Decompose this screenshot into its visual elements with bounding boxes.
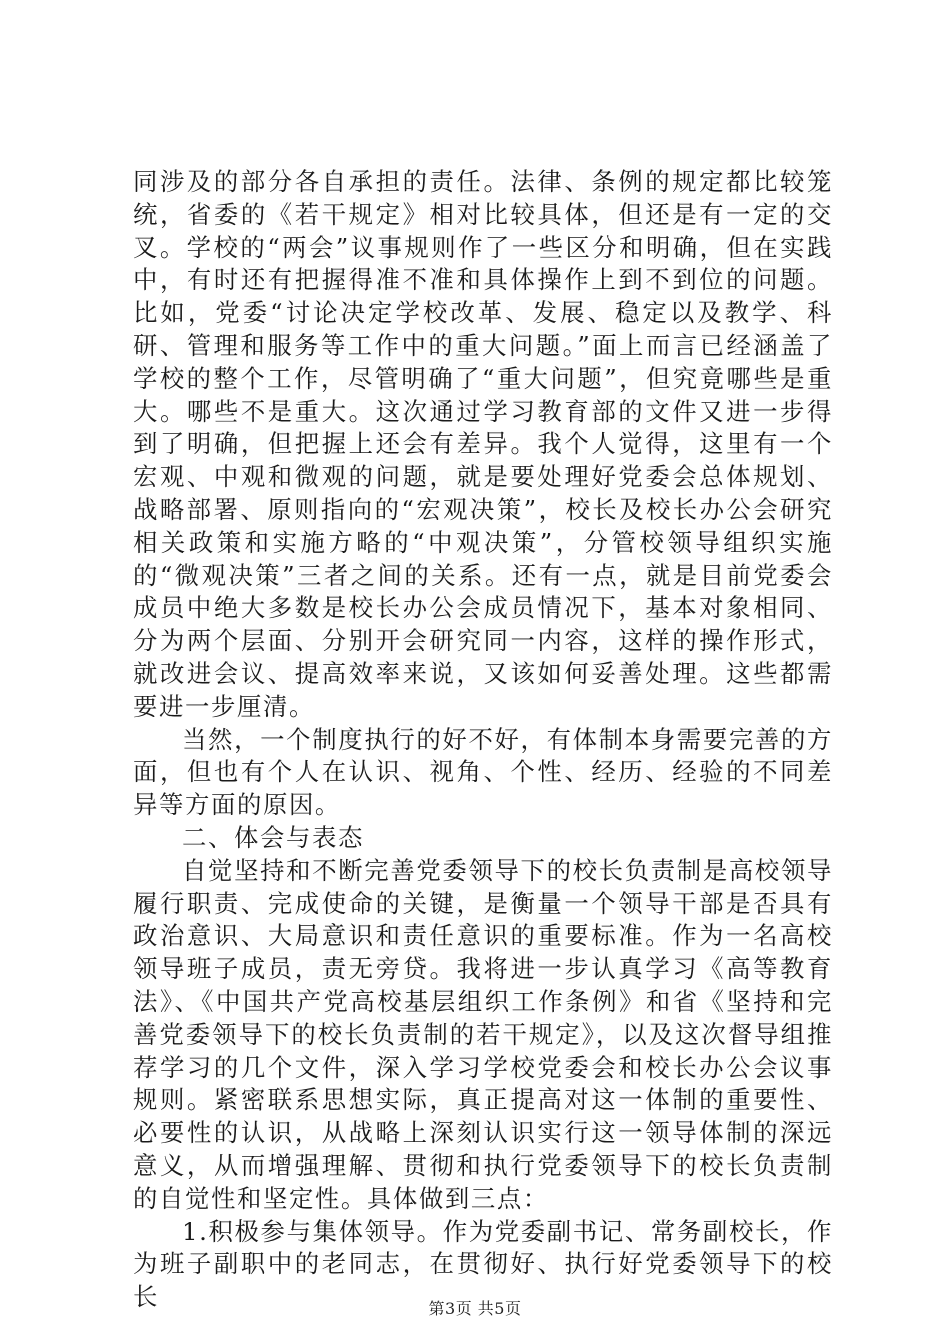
section-heading: 二、体会与表态 (182, 822, 364, 852)
numbered-item: 1.积极参与集体领导。作为党委副书记、常务副校长，作为班子副职中的老同志，在贯彻好、执行好党委领导下的校长 (133, 1216, 833, 1312)
body-paragraph: 自觉坚持和不断完善党委领导下的校长负责制是高校领导履行职责、完成使命的关键，是衡量一个领导干部是否具有政治意识、大局意识和责任意识的重要标准。作为一名高校领导班子成员，责无旁贷。我将进一步认真学习《高等教育法》、《中国共产党高校基层组织工作条例》和省《坚持和完善党委领导下的校长负责制的若干规定》，以及这次督导组推荐学习的几个文件，深入学习学校党委会和校长办公会议事规则。紧密联系思想实际，真正提高对这一体制的重要性、必要性的认识，从战略上深刻认识实行这一领导体制的深远意义，从而增强理解、贯彻和执行党委领导下的校长负责制的自觉性和坚定性。具体做到三点： (133, 855, 833, 1213)
body-paragraph: 当然，一个制度执行的好不好，有体制本身需要完善的方面，但也有个人在认识、视角、个性、经历、经验的不同差异等方面的原因。 (133, 724, 833, 820)
body-paragraph-continued: 同涉及的部分各自承担的责任。法律、条例的规定都比较笼统，省委的《若干规定》相对比较具体，但还是有一定的交叉。学校的“两会”议事规则作了一些区分和明确，但在实践中，有时还有把握得准不准和具体操作上到不到位的问题。比如，党委“讨论决定学校改革、发展、稳定以及教学、科研、管理和服务等工作中的重大问题。”面上而言已经涵盖了学校的整个工作，尽管明确了“重大问题”，但究竟哪些是重大。哪些不是重大。这次通过学习教育部的文件又进一步得到了明确，但把握上还会有差异。我个人觉得，这里有一个宏观、中观和微观的问题，就是要处理好党委会总体规划、战略部署、原则指向的“宏观决策”，校长及校长办公会研究相关政策和实施方略的“中观决策”，分管校领导组织实施的“微观决策”三者之间的关系。还有一点，就是目前党委会成员中绝大多数是校长办公会成员情况下，基本对象相同、分为两个层面、分别开会研究同一内容，这样的操作形式，就改进会议、提高效率来说，又该如何妥善处理。这些都需要进一步厘清。 (133, 167, 833, 721)
page-number-footer: 第3页 共5页 (428, 1299, 522, 1318)
document-body (133, 166, 833, 1314)
